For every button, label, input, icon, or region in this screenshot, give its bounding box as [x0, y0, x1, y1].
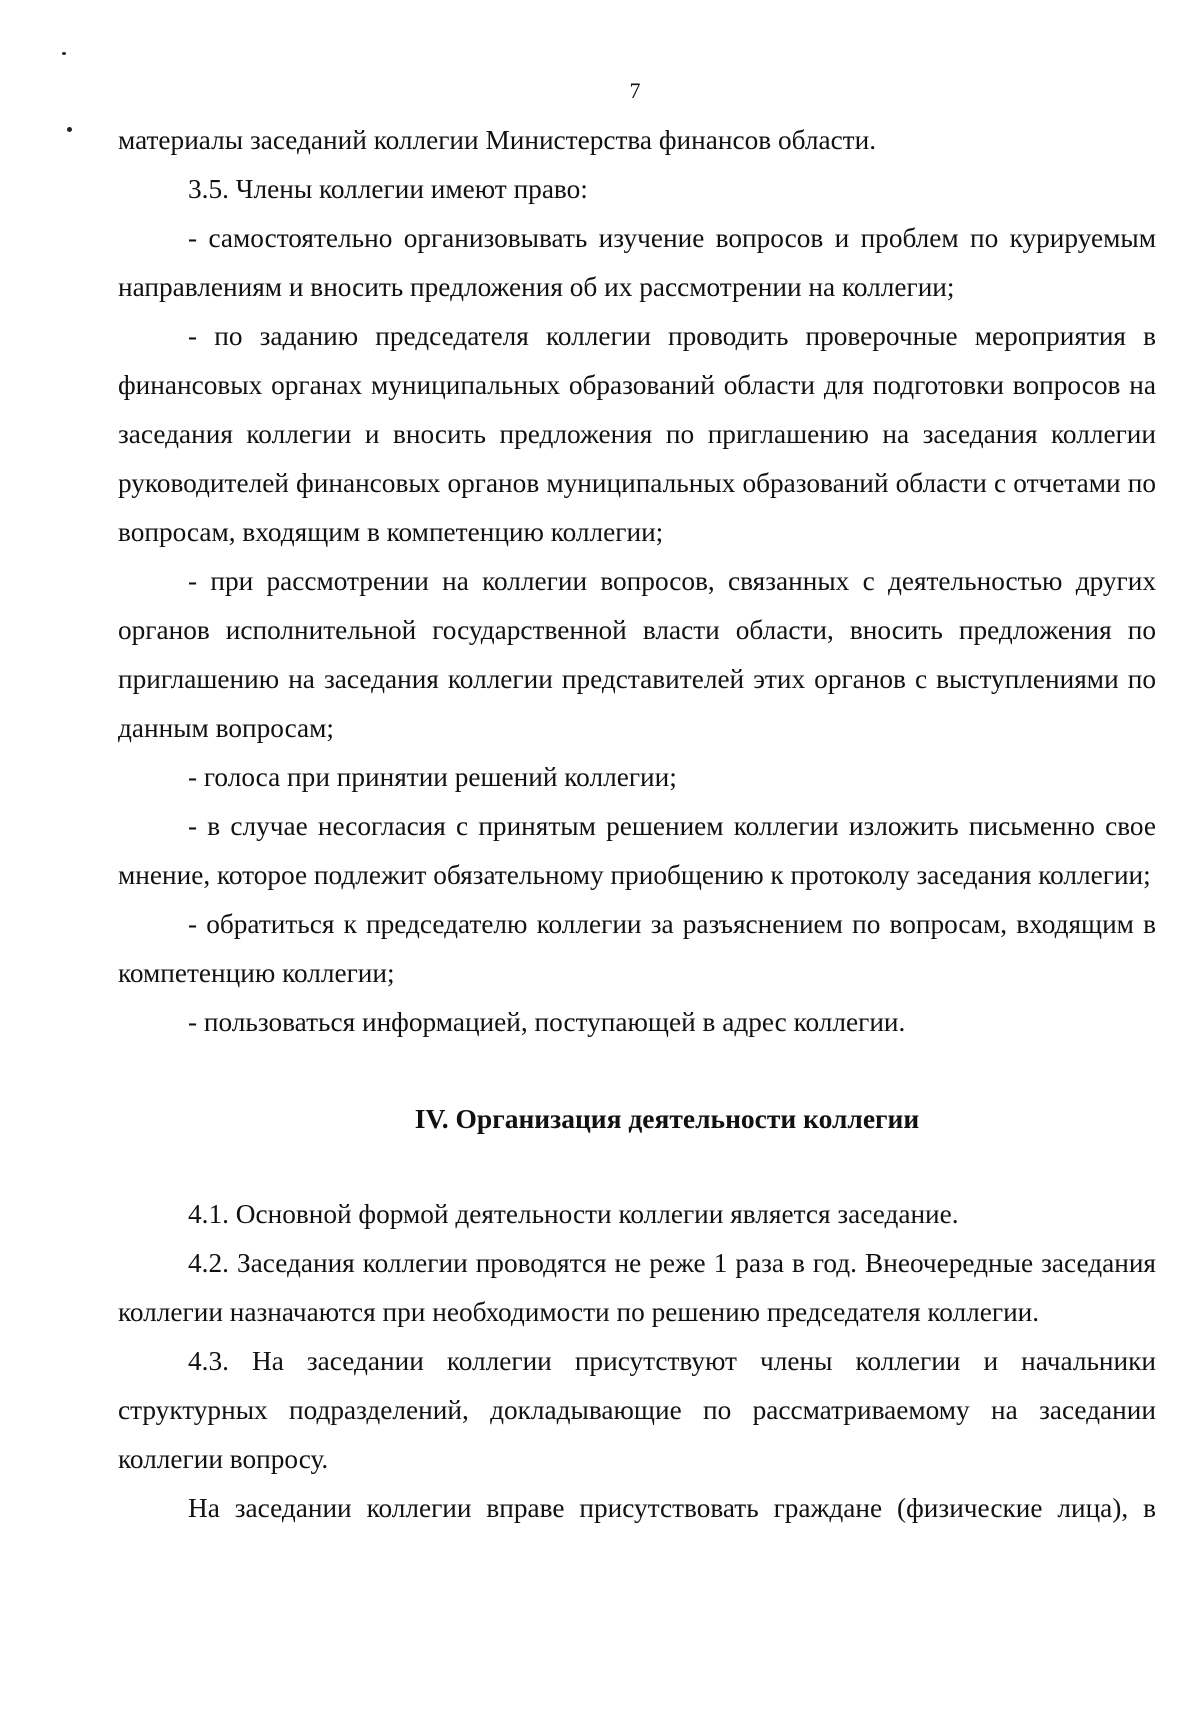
list-item-right: - голоса при принятии решений коллегии;: [188, 762, 677, 792]
paragraph-4-1: 4.1. Основной формой деятельности коллегии является заседание.: [188, 1199, 959, 1229]
paragraph-continued: На заседании коллегии вправе присутствовать граждане (физические лица), в: [188, 1493, 1156, 1523]
list-item-right: - пользоваться информацией, поступающей в адрес коллегии.: [188, 1007, 906, 1037]
paragraph-4-3: 4.3. На заседании коллегии присутствуют члены коллегии и начальники структурных подразделений, докладывающие по рассматриваемому на заседании коллегии вопросу.: [118, 1346, 1156, 1474]
scan-speck: [62, 52, 66, 55]
list-item-right: - по заданию председателя коллегии проводить проверочные мероприятия в финансовых органах муниципальных образований области для подготовки вопросов на заседания коллегии и вносить предложения по приглашению на заседания коллегии руководителей финансовых органов муниципальных образований области с отчетами по вопросам, входящим в компетенцию коллегии;: [118, 321, 1156, 547]
document-body: [118, 116, 1156, 1533]
section-heading: IV. Организация деятельности коллегии: [414, 1103, 920, 1134]
list-item-right: - самостоятельно организовывать изучение вопросов и проблем по курируемым направлениям и вносить предложения об их рассмотрении на коллегии;: [118, 223, 1156, 302]
page-number: 7: [629, 78, 641, 103]
list-item-right: - в случае несогласия с принятым решением коллегии изложить письменно свое мнение, которое подлежит обязательному приобщению к протоколу заседания коллегии;: [118, 811, 1156, 890]
list-item-right: - обратиться к председателю коллегии за разъяснением по вопросам, входящим в компетенцию коллегии;: [118, 909, 1156, 988]
scan-speck: [67, 127, 72, 132]
list-item-right: - при рассмотрении на коллегии вопросов, связанных с деятельностью других органов исполнительной государственной власти области, вносить предложения по приглашению на заседания коллегии представителей этих органов с выступлениями по данным вопросам;: [118, 566, 1156, 743]
paragraph-continuation: материалы заседаний коллегии Министерства финансов области.: [118, 125, 877, 155]
paragraph-4-2: 4.2. Заседания коллегии проводятся не реже 1 раза в год. Внеочередные заседания коллегии назначаются при необходимости по решению председателя коллегии.: [118, 1248, 1156, 1327]
paragraph-3-5: 3.5. Члены коллегии имеют право:: [188, 174, 588, 204]
